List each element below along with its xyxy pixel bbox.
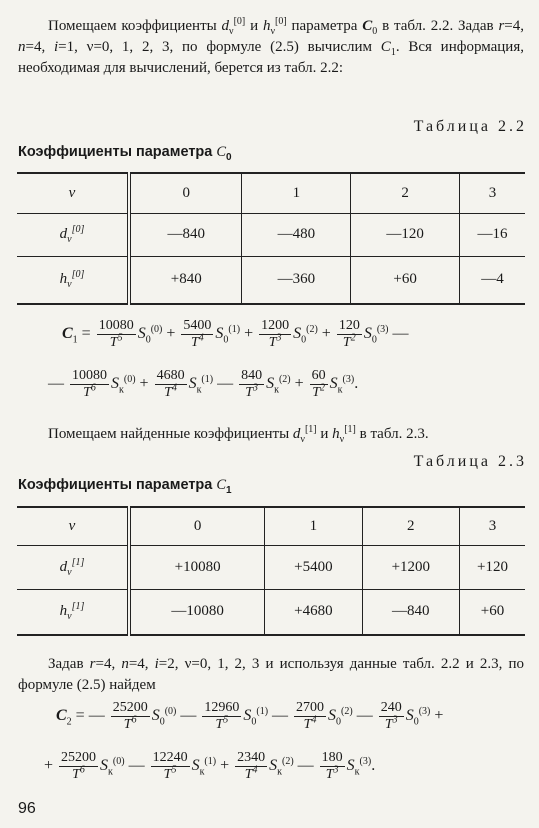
table-row bbox=[17, 213, 525, 256]
table-title: Коэффициенты параметра $C_0$ bbox=[18, 144, 232, 163]
table-cell: +4680 bbox=[265, 589, 362, 635]
table-cell: —10080 bbox=[129, 589, 265, 635]
formula-c1-line1: $C_1$ = $\frac{10080}{T^5}$ $S_0^{(0)}$ + $\frac{5400}{T^4}$ $S_0^{(1)}$ + $\frac{1200}{T^3}$ $S_0^{(2)}$ + $\frac{120}{T^2}$ $S_0^{(3)}$ — bbox=[62, 318, 409, 350]
header-cell: 3 bbox=[460, 173, 526, 213]
table-cell: —840 bbox=[362, 589, 459, 635]
row-label: $h_\nu[1]$ bbox=[17, 589, 129, 635]
formula-c2-line2: + $\frac{25200}{T^6}$ $S_к^{(0)}$ — $\frac{12240}{T^5}$ $S_к^{(1)}$ + $\frac{2340}{T^4}$ $S_к^{(2)}$ — $\frac{180}{T^3}$ $S_к^{(3)}$. bbox=[44, 750, 376, 782]
formula-c1-line2: — $\frac{10080}{T^6}$ $S_к^{(0)}$ + $\frac{4680}{T^4}$ $S_к^{(1)}$ — $\frac{840}{T^3}$ $S_к^{(2)}$ + $\frac{60}{T^2}$ $S_к^{(3)}$. bbox=[48, 368, 359, 400]
intro-paragraph: Помещаем коэффициенты $d_\nu[0]$ и $h_\nu[0]$ параметра $C_0$ в табл. 2.2. Задав r=4, n=4, i=1, ν=0, 1, 2, 3, по формуле (2.5) вычислим $C_1$. Вся информация, необходимая для вычислений, берется из табл. 2.2: bbox=[18, 16, 524, 76]
row-label: $d_\nu[0]$ bbox=[17, 213, 129, 256]
paragraph-3: Задав r=4, n=4, i=2, ν=0, 1, 2, 3 и используя данные табл. 2.2 и 2.3, по формуле (2.5) найдем bbox=[18, 656, 524, 693]
paragraph-2: Помещаем найденные коэффициенты $d_\nu[1]$ и $h_\nu[1]$ в табл. 2.3. bbox=[48, 424, 429, 445]
table-cell: —4 bbox=[460, 256, 526, 304]
table-cell: —16 bbox=[460, 213, 526, 256]
header-cell: 2 bbox=[351, 173, 460, 213]
header-cell: 0 bbox=[129, 507, 265, 545]
table-cell: —480 bbox=[242, 213, 351, 256]
table-cell: +120 bbox=[460, 545, 526, 589]
header-cell: 2 bbox=[362, 507, 459, 545]
table-cell: +1200 bbox=[362, 545, 459, 589]
table-cell: —120 bbox=[351, 213, 460, 256]
table-cell: —360 bbox=[242, 256, 351, 304]
header-cell: 3 bbox=[460, 507, 526, 545]
table-title: Коэффициенты параметра $C_1$ bbox=[18, 477, 232, 496]
table-cell: +5400 bbox=[265, 545, 362, 589]
table-label: Таблица 2.3 bbox=[413, 453, 527, 470]
table-label: Таблица 2.2 bbox=[413, 118, 527, 135]
coefficient-table-c0 bbox=[17, 172, 525, 305]
table-cell: +840 bbox=[129, 256, 242, 304]
header-cell: ν bbox=[17, 173, 129, 213]
row-label: $h_\nu[0]$ bbox=[17, 256, 129, 304]
header-cell: 1 bbox=[265, 507, 362, 545]
coefficient-table-c1 bbox=[17, 506, 525, 636]
header-cell: 0 bbox=[129, 173, 242, 213]
table-cell: +60 bbox=[351, 256, 460, 304]
table-header-row bbox=[17, 507, 525, 545]
table-row bbox=[17, 589, 525, 635]
table-cell: +10080 bbox=[129, 545, 265, 589]
header-cell: ν bbox=[17, 507, 129, 545]
table-row bbox=[17, 545, 525, 589]
row-label: $d_\nu[1]$ bbox=[17, 545, 129, 589]
page-number: 96 bbox=[18, 800, 36, 817]
table-cell: —840 bbox=[129, 213, 242, 256]
table-header-row bbox=[17, 173, 525, 213]
formula-c2-line1: $C_2$ = — $\frac{25200}{T^6}$ $S_0^{(0)}$ — $\frac{12960}{T^5}$ $S_0^{(1)}$ — $\frac{2700}{T^4}$ $S_0^{(2)}$ — $\frac{240}{T^3}$ $S_0^{(3)}$ + bbox=[56, 700, 444, 732]
header-cell: 1 bbox=[242, 173, 351, 213]
table-cell: +60 bbox=[460, 589, 526, 635]
table-row bbox=[17, 256, 525, 304]
